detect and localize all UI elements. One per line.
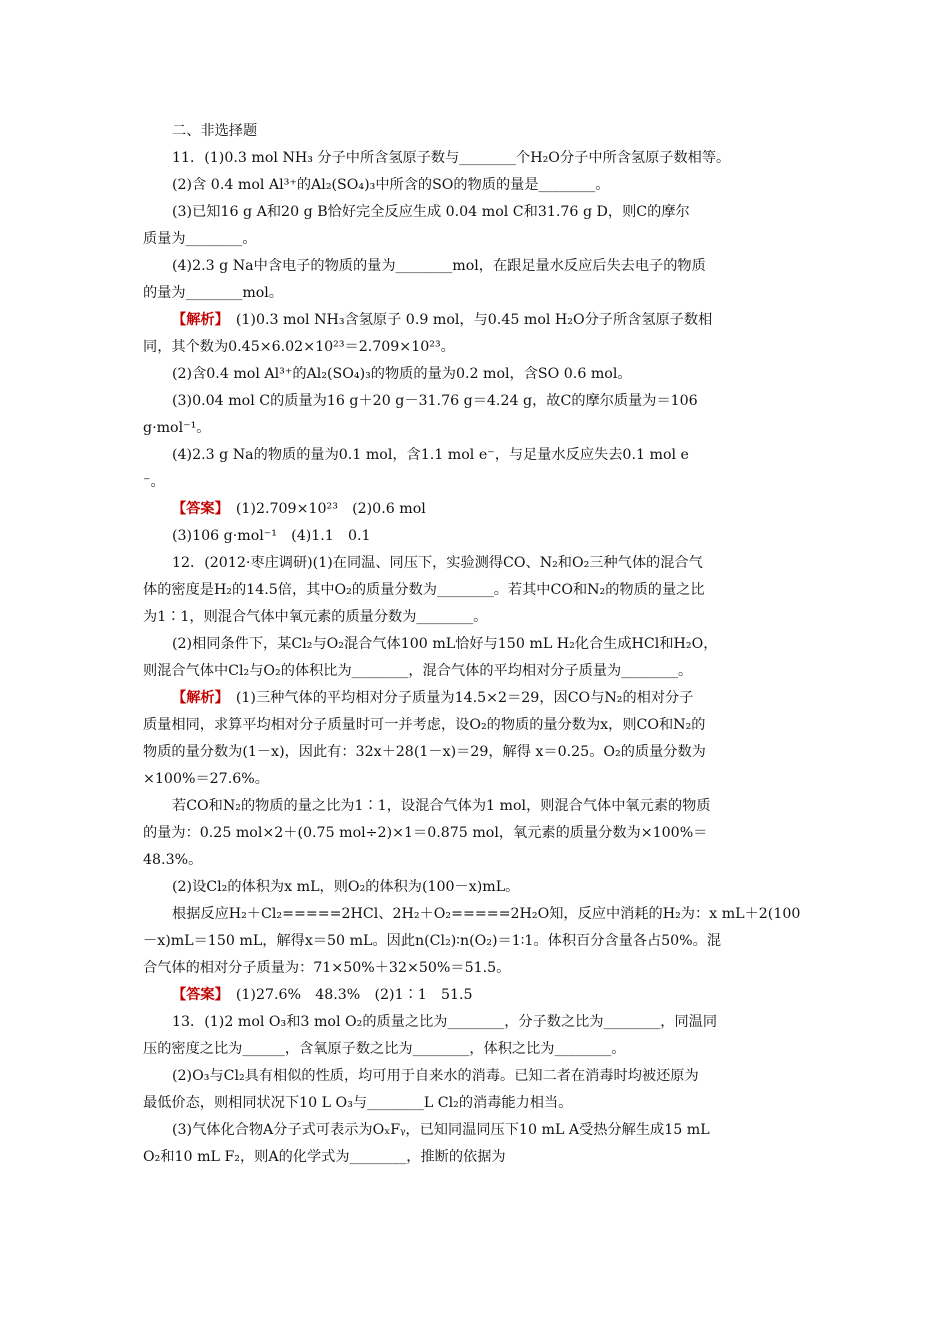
q11-line-4: 质量为________。 <box>143 231 257 247</box>
analysis-tag: 【解析】 <box>172 690 222 706</box>
q11-analysis-line-6: (4)2.3 g Na的物质的量为0.1 mol，含1.1 mol e⁻，与足量水反应失去0.1 mol e <box>172 447 689 463</box>
answer-tag: 【答案】 <box>172 987 222 1003</box>
q11-answer-line-2: (3)106 g·mol⁻¹ (4)1.1 0.1 <box>172 528 371 544</box>
q12-analysis-line-2: 质量相同，求算平均相对分子质量时可一并考虑，设O₂的物质的量分数为x，则CO和N₂的 <box>143 717 706 733</box>
q13-line-4: 最低价态，则相同状况下10 L O₃与________L Cl₂的消毒能力相当。 <box>143 1095 573 1111</box>
q13-line-2: 压的密度之比为______，含氧原子数之比为________，体积之比为________。 <box>143 1041 626 1057</box>
q12-analysis-line-5: 若CO和N₂的物质的量之比为1∶1，设混合气体为1 mol，则混合气体中氧元素的物质 <box>172 798 711 814</box>
q12-analysis-line-9: 根据反应H₂＋Cl₂=====2HCl、2H₂＋O₂=====2H₂O知，反应中消耗的H₂为：x mL＋2(100 <box>172 906 801 922</box>
q11-analysis-line-4: (3)0.04 mol C的质量为16 g＋20 g－31.76 g＝4.24 g，故C的摩尔质量为＝106 <box>172 393 698 409</box>
q11-line-2: (2)含 0.4 mol Al³⁺的Al₂(SO₄)₃中所含的SO的物质的量是________。 <box>172 177 610 193</box>
q12-analysis-line-7: 48.3%。 <box>143 852 203 868</box>
q12-analysis-line-4: ×100%＝27.6%。 <box>143 771 269 787</box>
q12-line-2: 体的密度是H₂的14.5倍，其中O₂的质量分数为________。若其中CO和N₂的物质的量之比 <box>143 582 705 598</box>
q12-line-5: 则混合气体中Cl₂与O₂的体积比为________，混合气体的平均相对分子质量为________。 <box>143 663 693 679</box>
q12-answer-text-1: (1)27.6% 48.3% (2)1∶1 51.5 <box>235 987 473 1003</box>
q12-analysis-line-10: －x)mL＝150 mL，解得x＝50 mL。因此n(Cl₂)∶n(O₂)＝1∶1。体积百分含量各占50%。混 <box>143 933 722 949</box>
q12-answer-line-1 <box>143 982 813 1009</box>
q12-analysis-line-1 <box>143 685 813 712</box>
q11-analysis-line-3: (2)含0.4 mol Al³⁺的Al₂(SO₄)₃的物质的量为0.2 mol，含SO 0.6 mol。 <box>172 366 632 382</box>
q13-line-1: 13．(1)2 mol O₃和3 mol O₂的质量之比为________，分子数之比为________，同温同 <box>172 1014 718 1030</box>
q11-analysis-line-7: ⁻。 <box>143 474 165 490</box>
section-title: 二、非选择题 <box>172 123 258 139</box>
analysis-tag: 【解析】 <box>172 312 222 328</box>
q13-line-6: O₂和10 mL F₂，则A的化学式为________，推断的依据为 <box>143 1149 506 1165</box>
q11-line-1: 11．(1)0.3 mol NH₃ 分子中所含氢原子数与________个H₂O分子中所含氢原子数相等。 <box>172 150 731 166</box>
q12-line-4: (2)相同条件下，某Cl₂与O₂混合气体100 mL恰好与150 mL H₂化合生成HCl和H₂O， <box>172 636 718 652</box>
document-page <box>143 118 813 1171</box>
q12-line-1: 12．(2012·枣庄调研)(1)在同温、同压下，实验测得CO、N₂和O₂三种气体的混合气 <box>172 555 703 571</box>
q11-analysis-line-5: g·mol⁻¹。 <box>143 420 211 436</box>
q13-line-5: (3)气体化合物A分子式可表示为OₓFᵧ，已知同温同压下10 mL A受热分解生成15 mL <box>172 1122 710 1138</box>
q11-analysis-line-1 <box>143 307 813 334</box>
q11-analysis-text-1: (1)0.3 mol NH₃含氢原子 0.9 mol，与0.45 mol H₂O分子所含氢原子数相 <box>235 312 713 328</box>
q13-line-3: (2)O₃与Cl₂具有相似的性质，均可用于自来水的消毒。已知二者在消毒时均被还原为 <box>172 1068 699 1084</box>
q11-answer-line-1 <box>143 496 813 523</box>
q12-analysis-line-8: (2)设Cl₂的体积为x mL，则O₂的体积为(100－x)mL。 <box>172 879 520 895</box>
q11-analysis-line-2: 同，其个数为0.45×6.02×10²³＝2.709×10²³。 <box>143 339 455 355</box>
q11-line-3: (3)已知16 g A和20 g B恰好完全反应生成 0.04 mol C和31.76 g D，则C的摩尔 <box>172 204 690 220</box>
q12-analysis-line-3: 物质的量分数为(1－x)，因此有：32x＋28(1－x)＝29，解得 x＝0.25。O₂的质量分数为 <box>143 744 706 760</box>
q11-line-5: (4)2.3 g Na中含电子的物质的量为________mol，在跟足量水反应后失去电子的物质 <box>172 258 706 274</box>
q12-line-3: 为1∶1，则混合气体中氧元素的质量分数为________。 <box>143 609 488 625</box>
q12-analysis-line-11: 合气体的相对分子质量为：71×50%＋32×50%＝51.5。 <box>143 960 511 976</box>
answer-tag: 【答案】 <box>172 501 222 517</box>
q11-line-6: 的量为________mol。 <box>143 285 284 301</box>
q12-analysis-text-1: (1)三种气体的平均相对分子质量为14.5×2＝29，因CO与N₂的相对分子 <box>235 690 694 706</box>
q12-analysis-line-6: 的量为：0.25 mol×2＋(0.75 mol÷2)×1＝0.875 mol，氧元素的质量分数为×100%＝ <box>143 825 708 841</box>
q11-answer-text-1: (1)2.709×10²³ (2)0.6 mol <box>235 501 426 517</box>
